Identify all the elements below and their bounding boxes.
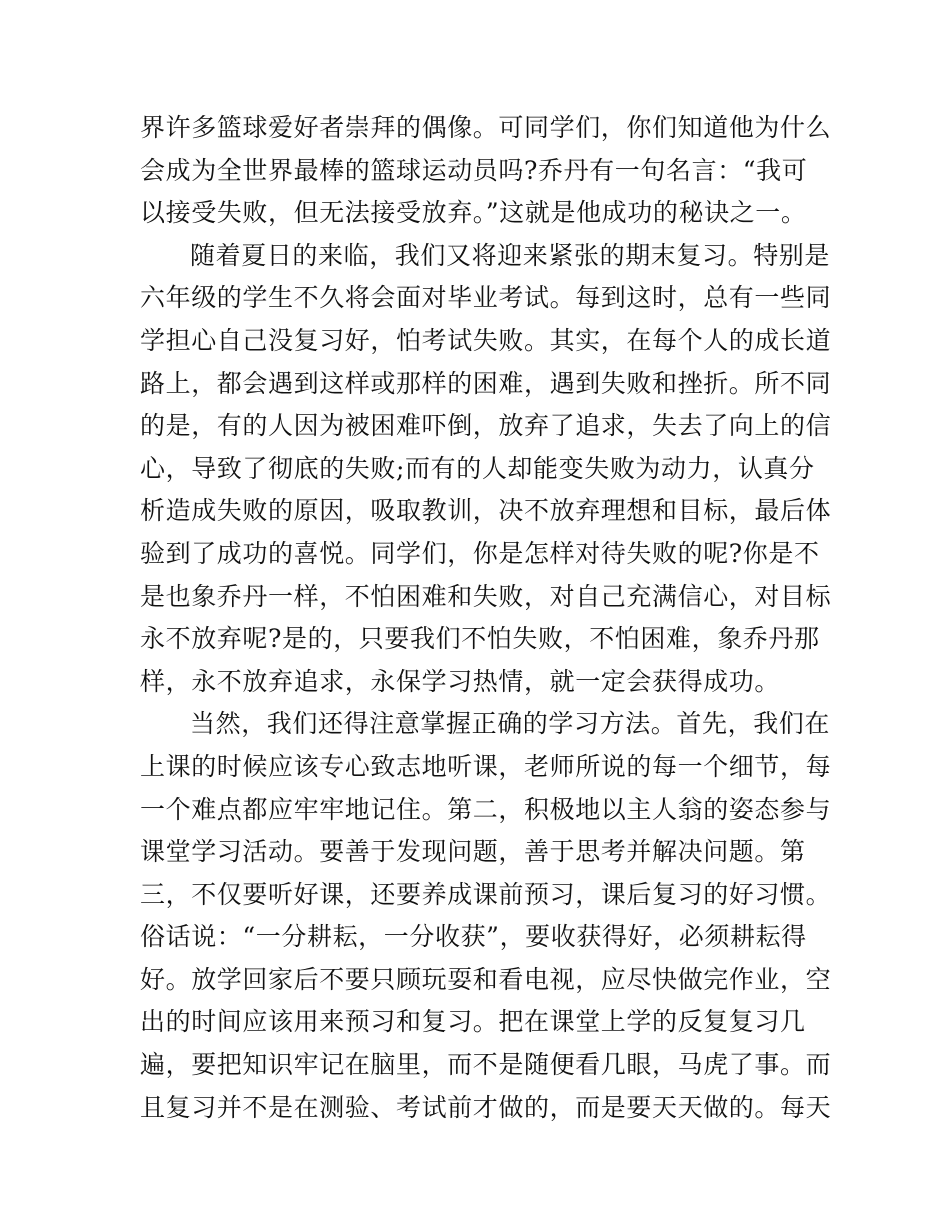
text-line: 验到了成功的喜悦。同学们，你是怎样对待失败的呢?你是不	[140, 538, 820, 568]
text-line: 心，导致了彻底的失败;而有的人却能变失败为动力，认真分	[140, 453, 815, 483]
text-line: 出的时间应该用来预习和复习。把在课堂上学的反复复习几	[140, 1007, 806, 1037]
text-line: 一个难点都应牢牢地记住。第二，积极地以主人翁的姿态参与	[140, 794, 832, 824]
text-line: 的是，有的人因为被困难吓倒，放弃了追求，失去了向上的信	[140, 411, 832, 441]
text-line: 课堂学习活动。要善于发现问题，善于思考并解决问题。第	[140, 837, 806, 867]
text-line: 俗话说：“一分耕耘，一分收获”，要收获得好，必须耕耘得	[140, 922, 807, 952]
document-body	[140, 107, 832, 1129]
text-line: 界许多篮球爱好者崇拜的偶像。可同学们，你们知道他为什么	[140, 113, 832, 142]
text-line: 且复习并不是在测验、考试前才做的，而是要天天做的。每天	[140, 1092, 832, 1122]
paragraph-1	[140, 107, 832, 235]
text-line: 析造成失败的原因，吸取教训，决不放弃理想和目标，最后体	[140, 496, 832, 526]
text-line: 是也象乔丹一样，不怕困难和失败，对自己充满信心，对目标	[140, 581, 832, 611]
text-line: 遍，要把知识牢记在脑里，而不是随便看几眼，马虎了事。而	[140, 1050, 832, 1080]
text-line: 会成为全世界最棒的篮球运动员吗?乔丹有一句名言：“我可	[140, 155, 808, 185]
text-line-first: 随着夏日的来临，我们又将迎来紧张的期末复习。特别是	[190, 240, 831, 270]
text-line: 以接受失败，但无法接受放弃。”这就是他成功的秘诀之一。	[140, 198, 807, 228]
text-line-first: 当然，我们还得注意掌握正确的学习方法。首先，我们在	[190, 709, 831, 739]
paragraph-2	[140, 235, 832, 704]
text-line: 样，永不放弃追求，永保学习热情，就一定会获得成功。	[140, 666, 781, 696]
paragraph-3	[140, 703, 832, 1129]
text-line: 路上，都会遇到这样或那样的困难，遇到失败和挫折。所不同	[140, 368, 832, 398]
text-line: 好。放学回家后不要只顾玩耍和看电视，应尽快做完作业，空	[140, 964, 832, 994]
text-line: 学担心自己没复习好，怕考试失败。其实，在每个人的成长道	[140, 325, 832, 355]
text-line: 永不放弃呢?是的，只要我们不怕失败，不怕困难，象乔丹那	[140, 624, 820, 654]
text-line: 三，不仅要听好课，还要养成课前预习，课后复习的好习惯。	[140, 879, 832, 909]
text-line: 六年级的学生不久将会面对毕业考试。每到这时，总有一些同	[140, 283, 832, 313]
text-line: 上课的时候应该专心致志地听课，老师所说的每一个细节，每	[140, 751, 832, 781]
